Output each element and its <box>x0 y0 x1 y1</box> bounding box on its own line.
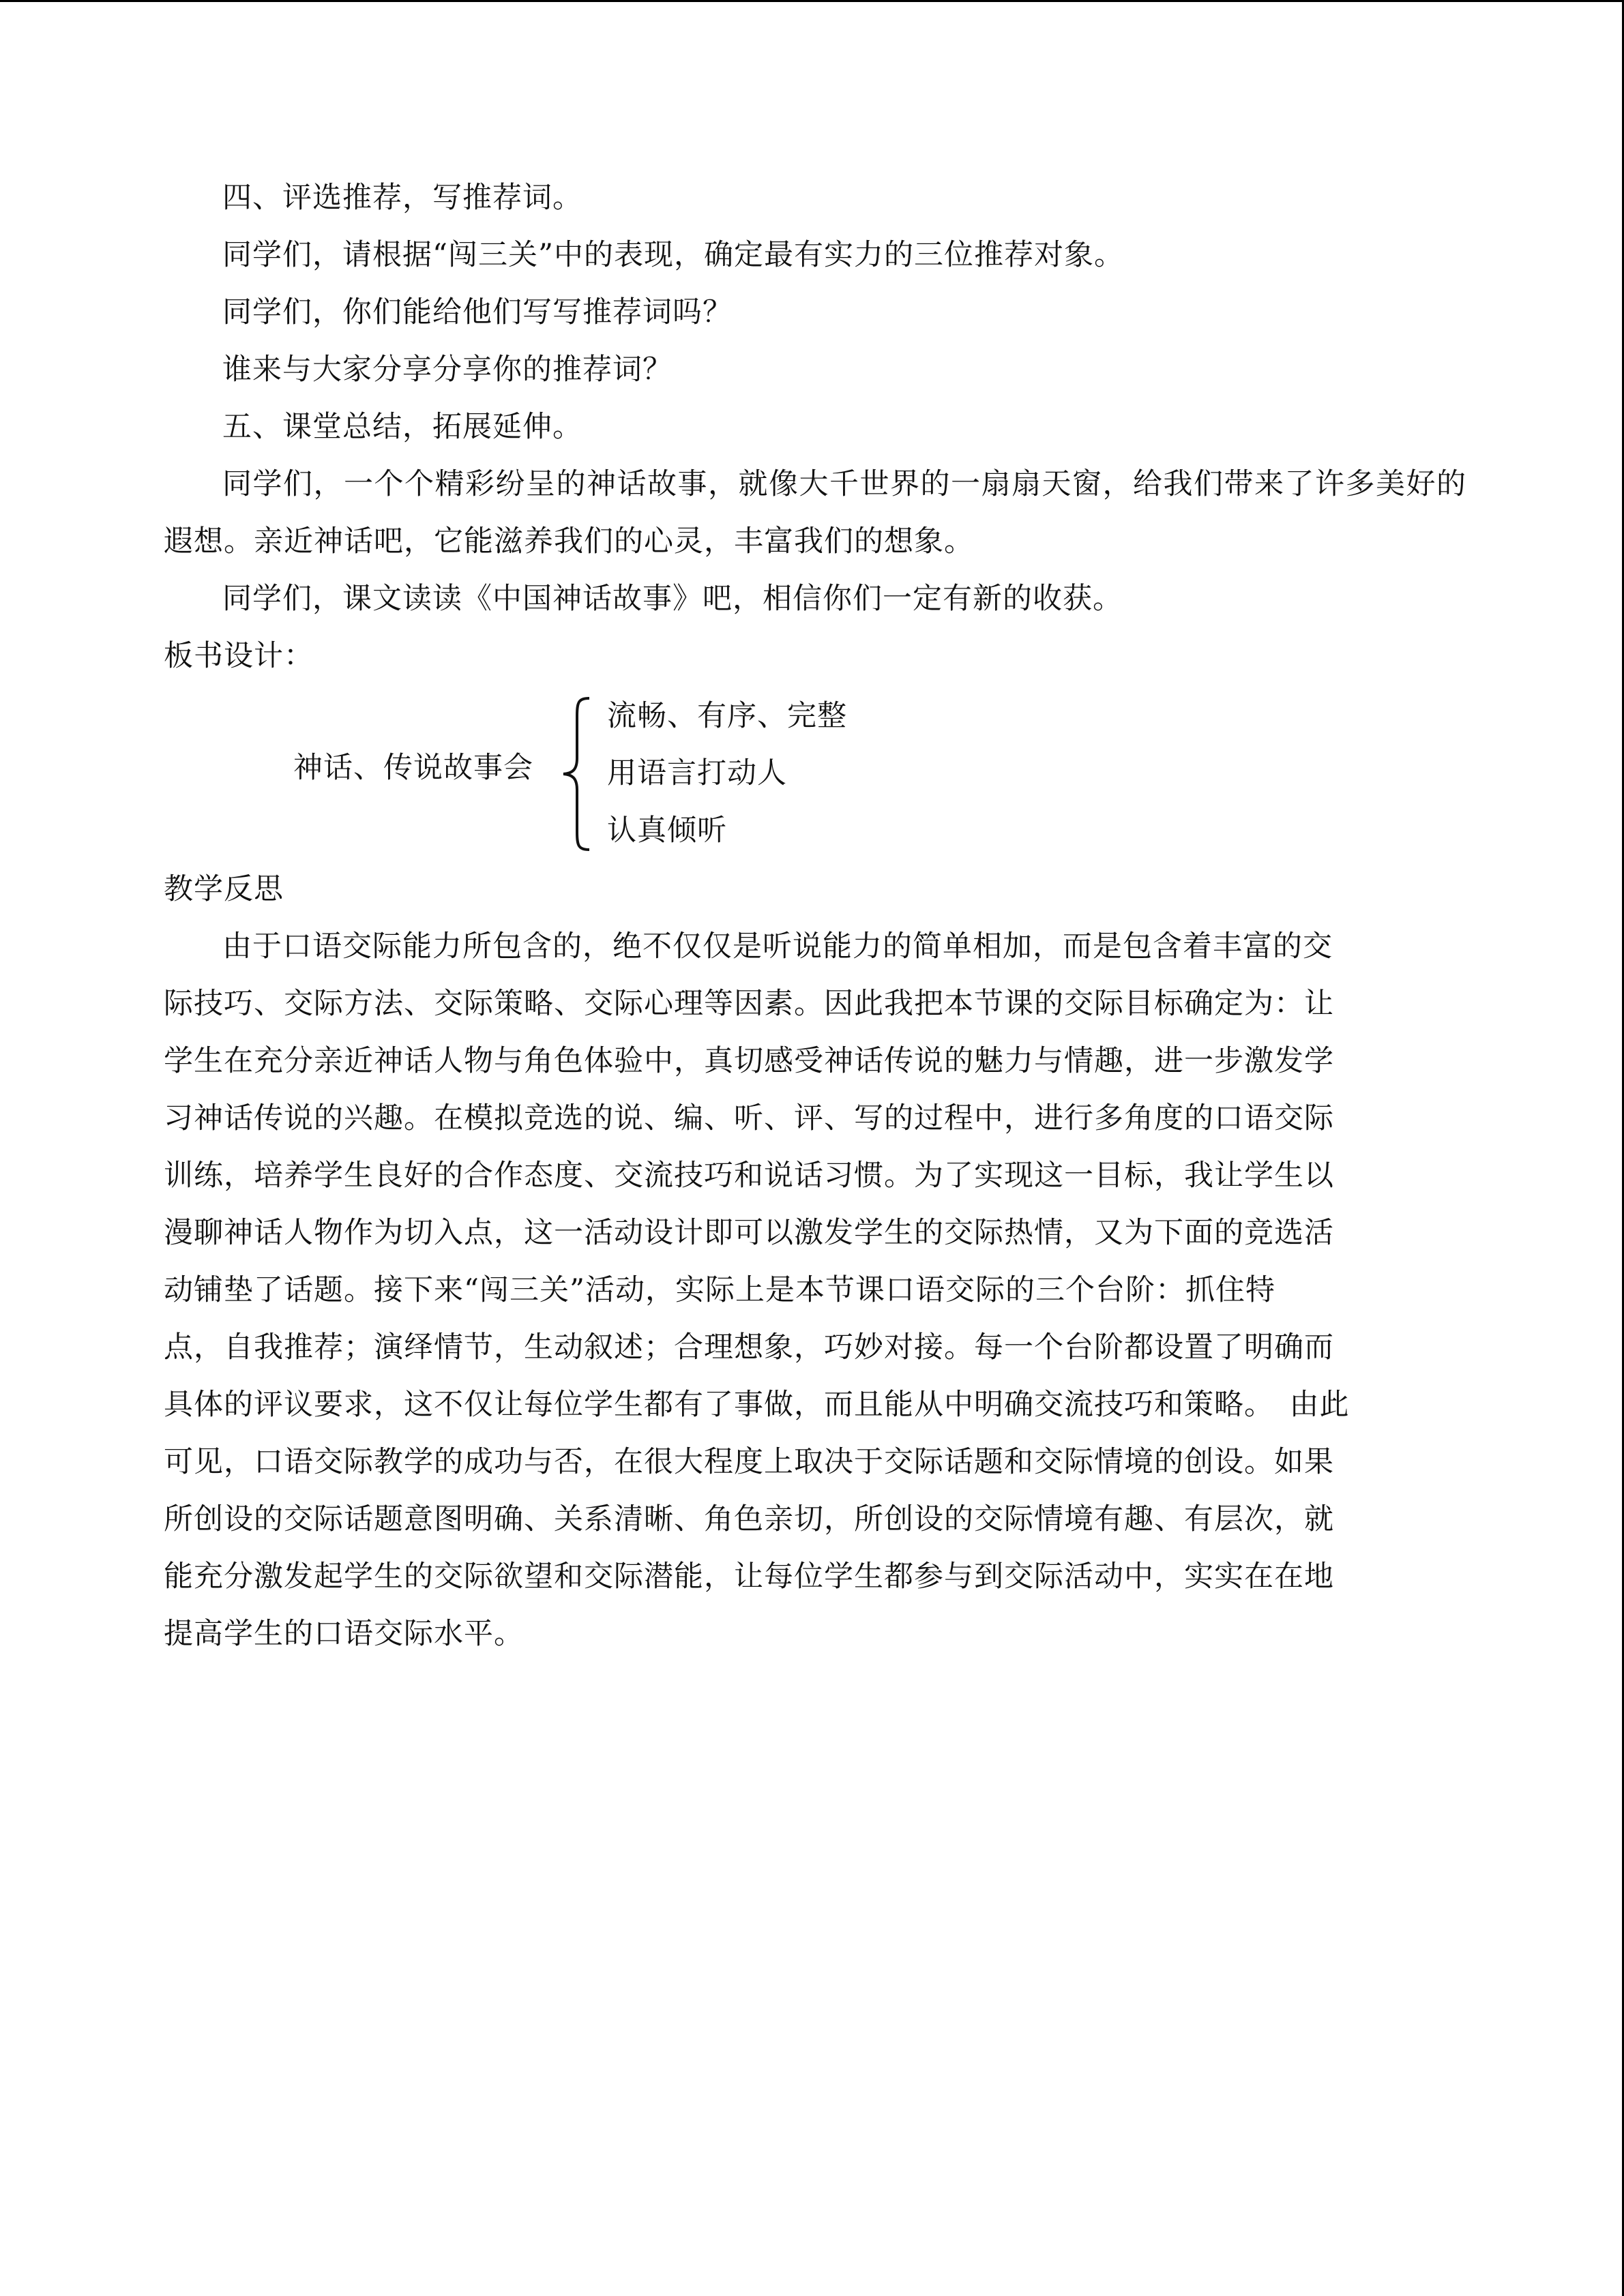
reflection-line: 点，自我推荐；演绎情节，生动叙述；合理想象，巧妙对接。每一个台阶都设置了明确而 <box>164 1330 1334 1365</box>
reflection-line: 训练，培养学生良好的合作态度、交流技巧和说话习惯。为了实现这一目标，我让学生以 <box>164 1159 1334 1193</box>
reflection-line: 动铺垫了话题。接下来“闯三关”活动，实际上是本节课口语交际的三个台阶：抓住特 <box>164 1273 1275 1307</box>
reflection-line: 际技巧、交际方法、交际策略、交际心理等因素。因此我把本节课的交际目标确定为：让 <box>164 987 1334 1021</box>
reflection-line: 具体的评议要求，这不仅让每位学生都有了事做，而且能从中明确交流技巧和策略。 由此 <box>164 1388 1350 1422</box>
reflection-line: 可见，口语交际教学的成功与否，在很大程度上取决于交际话题和交际情境的创设。如果 <box>164 1445 1334 1479</box>
reflection-label: 教学反思 <box>164 872 284 906</box>
reflection-line: 提高学生的口语交际水平。 <box>164 1617 524 1651</box>
brace-icon <box>559 696 593 852</box>
board-topic: 神话、传说故事会 <box>293 751 533 785</box>
reflection-line: 学生在充分亲近神话人物与角色体验中，真切感受神话传说的魅力与情趣，进一步激发学 <box>164 1044 1334 1078</box>
section-5-heading: 五、课堂总结，拓展延伸。 <box>222 410 582 444</box>
section-5-paragraph-1: 同学们，一个个精彩纷呈的神话故事，就像大千世界的一扇扇天窗，给我们带来了许多美好的遐想。亲近神话吧，它能滋养我们的心灵，丰富我们的想象。 <box>164 467 1466 558</box>
section-4-line-3: 谁来与大家分享分享你的推荐词？ <box>222 353 673 387</box>
board-item: 流畅、有序、完整 <box>607 699 847 733</box>
board-design <box>293 682 975 859</box>
reflection-line: 所创设的交际话题意图明确、关系清晰、角色亲切，所创设的交际情境有趣、有层次，就 <box>164 1502 1334 1536</box>
reflection-line: 由于口语交际能力所包含的，绝不仅仅是听说能力的简单相加，而是包含着丰富的交 <box>222 929 1333 964</box>
upper-text-block <box>164 169 1466 685</box>
reflection-line: 习神话传说的兴趣。在模拟竞选的说、编、听、评、写的过程中，进行多角度的口语交际 <box>164 1101 1334 1135</box>
reflection-line: 能充分激发起学生的交际欲望和交际潜能，让每位学生都参与到交际活动中，实实在在地 <box>164 1560 1334 1594</box>
section-4-line-1: 同学们，请根据“闯三关”中的表现，确定最有实力的三位推荐对象。 <box>222 238 1124 272</box>
board-items <box>607 687 847 859</box>
section-4-heading: 四、评选推荐，写推荐词。 <box>222 181 582 215</box>
board-design-label: 板书设计： <box>164 639 314 673</box>
reflection-block <box>164 861 1466 1663</box>
section-4-line-2: 同学们，你们能给他们写写推荐词吗？ <box>222 295 733 329</box>
section-5-paragraph-2: 同学们，课文读读《中国神话故事》吧，相信你们一定有新的收获。 <box>222 582 1123 616</box>
board-item: 认真倾听 <box>607 814 727 848</box>
reflection-line: 漫聊神话人物作为切入点，这一活动设计即可以激发学生的交际热情，又为下面的竞选活 <box>164 1216 1334 1250</box>
board-item: 用语言打动人 <box>607 756 787 790</box>
